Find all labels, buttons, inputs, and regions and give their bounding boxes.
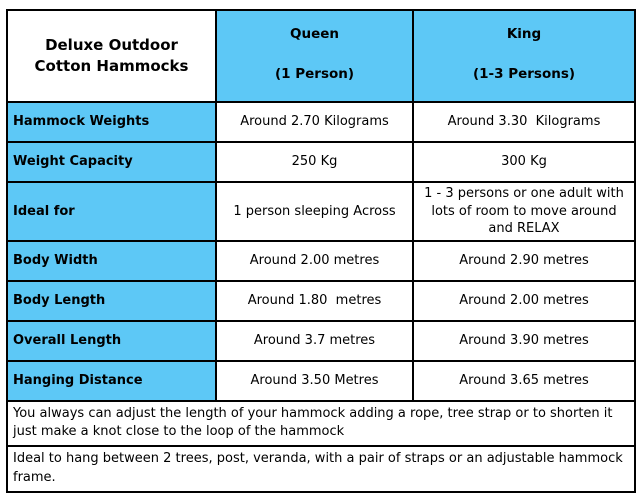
row-label: Weight Capacity	[7, 142, 216, 182]
king-subtitle: (1-3 Persons)	[472, 66, 576, 83]
queen-subtitle: (1 Person)	[274, 66, 355, 83]
king-value: 300 Kg	[413, 142, 635, 182]
column-header-queen	[216, 10, 413, 102]
king-value: Around 3.65 metres	[413, 361, 635, 401]
row-label: Body Width	[7, 241, 216, 281]
king-title: King	[506, 26, 542, 42]
note-row-adjust-length	[7, 401, 635, 447]
table-row-overall-length	[7, 321, 635, 361]
queen-value: Around 2.00 metres	[216, 241, 413, 281]
table-row-body-width	[7, 241, 635, 281]
row-label: Overall Length	[7, 321, 216, 361]
row-label: Hammock Weights	[7, 102, 216, 142]
queen-title: Queen	[289, 26, 339, 42]
queen-value: Around 3.50 Metres	[216, 361, 413, 401]
queen-value: Around 3.7 metres	[216, 321, 413, 361]
hammock-spec-table	[6, 9, 636, 493]
king-value: Around 3.90 metres	[413, 321, 635, 361]
queen-value: Around 1.80 metres	[216, 281, 413, 321]
table-row-weight-capacity	[7, 142, 635, 182]
queen-value: 1 person sleeping Across	[216, 182, 413, 241]
queen-value: 250 Kg	[216, 142, 413, 182]
note-text: Ideal to hang between 2 trees, post, veranda, with a pair of straps or an adjustable hammock frame.	[7, 446, 635, 492]
king-value: 1 - 3 persons or one adult with lots of room to move around and RELAX	[413, 182, 635, 241]
table-row-hanging-distance	[7, 361, 635, 401]
king-value: Around 2.90 metres	[413, 241, 635, 281]
queen-value: Around 2.70 Kilograms	[216, 102, 413, 142]
column-header-king	[413, 10, 635, 102]
table-row-ideal-for	[7, 182, 635, 241]
king-value: Around 3.30 Kilograms	[413, 102, 635, 142]
header-row	[7, 10, 635, 102]
row-label: Hanging Distance	[7, 361, 216, 401]
product-title: Deluxe Outdoor Cotton Hammocks	[7, 10, 216, 102]
row-label: Body Length	[7, 281, 216, 321]
table-row-body-length	[7, 281, 635, 321]
note-row-hanging-ideas	[7, 446, 635, 492]
table-row-hammock-weights	[7, 102, 635, 142]
row-label: Ideal for	[7, 182, 216, 241]
king-value: Around 2.00 metres	[413, 281, 635, 321]
note-text: You always can adjust the length of your hammock adding a rope, tree strap or to shorten it just make a knot close to the loop of the hammock	[7, 401, 635, 447]
